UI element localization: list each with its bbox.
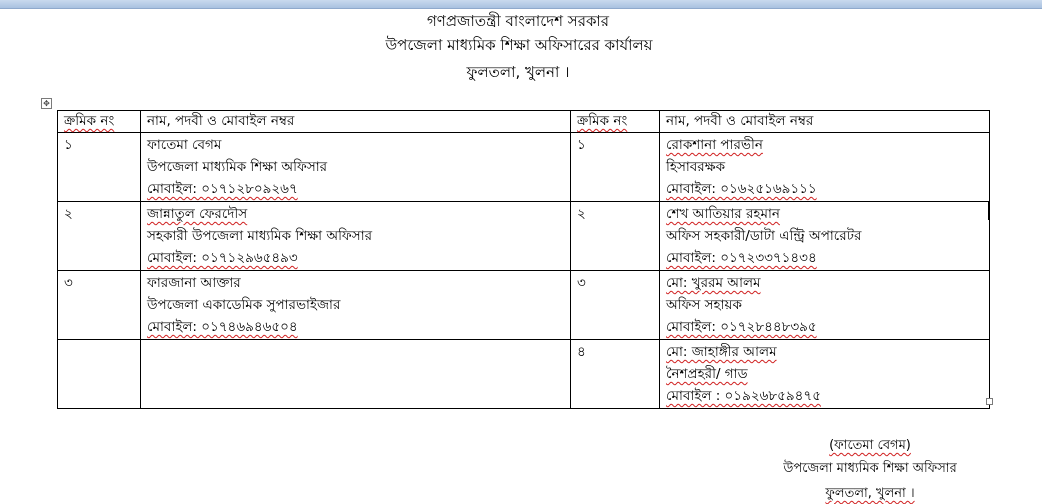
- table-row: [58, 133, 990, 202]
- staff-designation: [147, 363, 564, 385]
- table-row: [58, 202, 990, 271]
- left-serial-cell[interactable]: ২: [58, 202, 141, 271]
- right-staff-cell[interactable]: [660, 340, 990, 409]
- staff-name: ফারজানা আক্তার: [147, 275, 241, 291]
- left-staff-cell[interactable]: [141, 340, 571, 409]
- staff-name: রোকশানা পারভীন: [666, 137, 763, 153]
- right-staff-cell[interactable]: [660, 133, 990, 202]
- staff-designation: উপজেলা একাডেমিক সুপারভাইজার: [147, 297, 341, 313]
- government-title: গণপ্রজাতন্ত্রী বাংলাদেশ সরকার: [426, 12, 610, 30]
- staff-designation: অফিস সহকারী/ডাটা এন্ট্রি অপারেটর: [666, 228, 862, 244]
- staff-mobile: মোবাইল: ০১৭২৮৪৪৮৩৯৫: [666, 319, 817, 335]
- table-move-handle-icon[interactable]: ✥: [41, 98, 52, 109]
- header-name-left: নাম, পদবী ও মোবাইল নম্বর: [141, 111, 571, 133]
- staff-mobile: [147, 385, 564, 407]
- right-staff-cell[interactable]: [660, 202, 990, 271]
- right-serial-cell[interactable]: ৩: [571, 271, 660, 340]
- left-staff-cell[interactable]: [141, 271, 571, 340]
- signature-name: (ফাতেমা বেগম): [829, 438, 911, 453]
- staff-designation: অফিস সহায়ক: [666, 297, 742, 313]
- text-cursor: [988, 202, 990, 220]
- staff-designation: উপজেলা মাধ্যমিক শিক্ষা অফিসার: [147, 159, 328, 175]
- staff-table: [57, 110, 990, 409]
- right-serial-cell[interactable]: ২: [571, 202, 660, 271]
- editor-top-bar: [0, 0, 1042, 9]
- table-row: [58, 340, 990, 409]
- staff-designation: নৈশপ্রহরী/ গাড: [666, 366, 748, 382]
- staff-name: ফাতেমা বেগম: [147, 137, 222, 153]
- office-location: ফুলতলা, খুলনা ।: [466, 63, 570, 81]
- staff-designation: হিসাবরক্ষক: [666, 159, 726, 175]
- staff-mobile: মোবাইল: ০১৭১২৯৬৫৪৯৩: [147, 250, 298, 266]
- signature-location: ফুলতলা, খুলনা ।: [825, 486, 915, 501]
- table-header-row: [58, 111, 990, 133]
- staff-name: জান্নাতুল ফেরদৌস: [147, 206, 248, 222]
- table-resize-handle[interactable]: [986, 398, 993, 405]
- left-staff-cell[interactable]: [141, 133, 571, 202]
- left-serial-cell[interactable]: ১: [58, 133, 141, 202]
- staff-mobile: মোবাইল: ০১৬২৫১৬৯১১১: [666, 181, 817, 197]
- staff-mobile: মোবাইল: ০১৭১২৮০৯২৬৭: [147, 181, 298, 197]
- signature-designation: উপজেলা মাধ্যমিক শিক্ষা অফিসার: [783, 461, 957, 476]
- staff-mobile: মোবাইল: ০১৭২৩৩৭১৪৩৪: [666, 250, 817, 266]
- staff-mobile: মোবাইল : ০১৯২৬৮৫৯৪৭৫: [666, 388, 821, 404]
- left-serial-cell[interactable]: ৩: [58, 271, 141, 340]
- right-staff-cell[interactable]: [660, 271, 990, 340]
- left-serial-cell[interactable]: [58, 340, 141, 409]
- right-serial-cell[interactable]: ১: [571, 133, 660, 202]
- header-serial-left: ক্রমিক নং: [58, 111, 141, 133]
- left-staff-cell[interactable]: [141, 202, 571, 271]
- header-serial-right: ক্রমিক নং: [571, 111, 660, 133]
- table-row: [58, 271, 990, 340]
- office-title: উপজেলা মাধ্যমিক শিক্ষা অফিসারের কার্যালয়: [385, 36, 653, 54]
- staff-name: মো: জাহাঙ্গীর আলম: [666, 344, 777, 360]
- staff-name: [147, 341, 564, 363]
- staff-mobile: মোবাইল: ০১৭৪৬৯৪৬৫০৪: [147, 319, 298, 335]
- staff-name: মো: খুররম আলম: [666, 275, 761, 291]
- staff-designation: সহকারী উপজেলা মাধ্যমিক শিক্ষা অফিসার: [147, 228, 373, 244]
- header-name-right: নাম, পদবী ও মোবাইল নম্বর: [660, 111, 990, 133]
- staff-name: শেখ আতিয়ার রহমান: [666, 206, 780, 222]
- right-serial-cell[interactable]: ৪: [571, 340, 660, 409]
